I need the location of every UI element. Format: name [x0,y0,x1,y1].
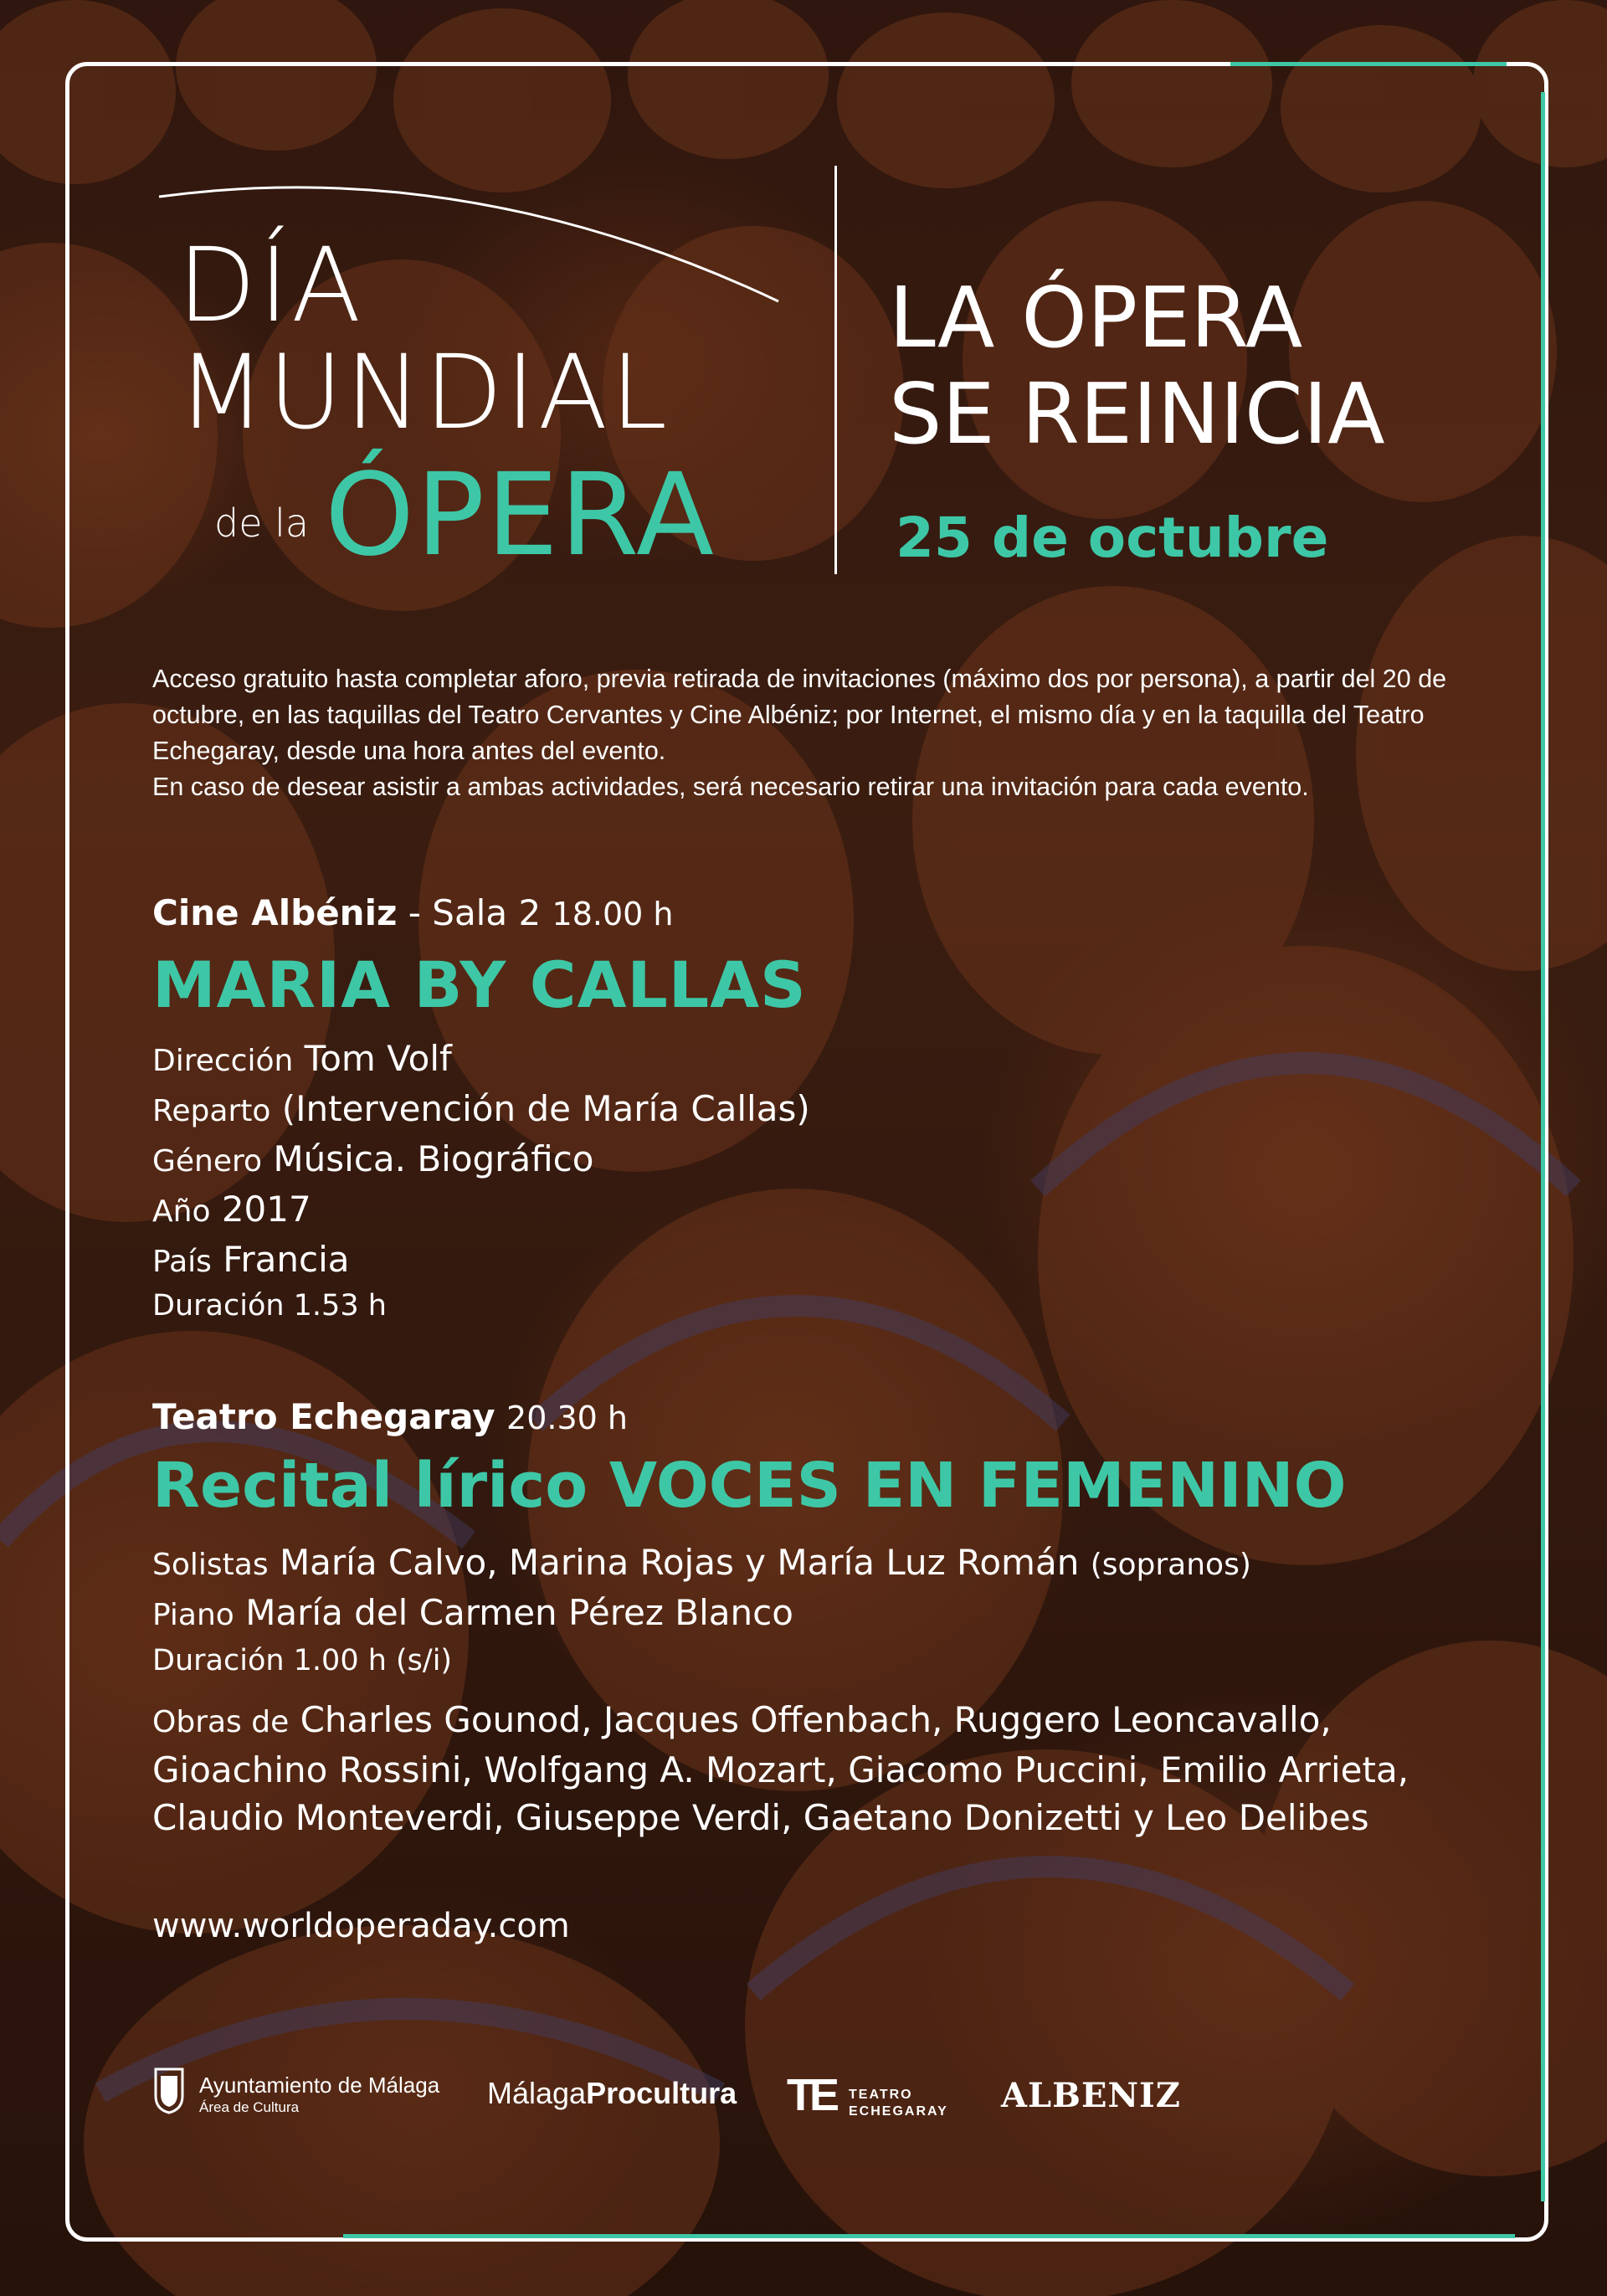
pais-value: Francia [223,1239,350,1280]
event2-venue-line [152,1396,628,1437]
malaga-procultura-logo [487,2076,737,2111]
access-info [152,661,1475,805]
genero-value: Música. Biográfico [273,1138,594,1179]
event1-venue: Cine Albéniz [152,892,398,933]
title-de-la: de la [214,501,310,546]
ayuntamiento-logo [152,2061,454,2119]
ayuntamiento-name: Ayuntamiento de Málaga [199,2073,440,2098]
procultura-word: Procultura [586,2076,737,2110]
obras-label: Obras de [152,1705,290,1739]
event1-time: 18.00 h [552,896,674,932]
title-opera: ÓPERA [325,449,716,582]
solistas-value: María Calvo, Marina Rojas y María Luz Román [279,1542,1080,1583]
teatro-word: TEATRO [849,2088,913,2102]
anio-value: 2017 [221,1189,311,1230]
event1-anio-row [152,1185,810,1235]
event2-venue: Teatro Echegaray [152,1396,495,1437]
event1-duration: Duración 1.53 h [152,1289,387,1323]
frame-accent [1230,62,1507,66]
event2-time: 20.30 h [506,1400,628,1436]
teatro-echegaray-logo [787,2069,954,2119]
event1-title: MARIA BY CALLAS [152,948,807,1022]
direccion-label: Dirección [152,1044,294,1078]
solistas-label: Solistas [152,1548,269,1582]
event1-details [152,1035,810,1286]
event2-piano-row [152,1589,1251,1639]
reparto-value: (Intervención de María Callas) [281,1088,810,1129]
event-date: 25 de octubre [896,506,1329,570]
albeniz-logo: ALBENIZ [1001,2076,1181,2115]
te-mark: TE [787,2070,835,2120]
event1-direccion-row [152,1035,810,1085]
frame-accent [343,2234,1515,2238]
solistas-note: (sopranos) [1090,1548,1251,1582]
event2-solistas-row [152,1538,1251,1589]
pais-label: País [152,1245,212,1279]
reparto-label: Reparto [152,1094,271,1128]
event1-genero-row [152,1135,810,1185]
header-divider [834,166,837,574]
headline-se-reinicia: SE REINICIA [889,365,1385,463]
title-mundial: MUNDIAL [177,333,670,452]
event1-venue-line [152,892,673,933]
website-link[interactable]: www.worldoperaday.com [152,1907,570,1945]
event1-reparto-row [152,1085,810,1135]
headline-la-opera: LA ÓPERA [889,269,1303,367]
ayuntamiento-subtitle: Área de Cultura [199,2099,300,2115]
piano-value: María del Carmen Pérez Blanco [245,1592,793,1633]
event1-room: - Sala 2 [408,892,542,933]
event2-works [152,1696,1458,1841]
title-dia: DÍA [177,226,364,345]
genero-label: Género [152,1144,263,1179]
access-info-note: En caso de desear asistir a ambas actividades, será necesario retirar una invitación para cada evento. [152,773,1309,801]
anio-label: Año [152,1194,211,1229]
event2-title: Recital lírico VOCES EN FEMENINO [152,1450,1347,1522]
access-info-paragraph: Acceso gratuito hasta completar aforo, previa retirada de invitaciones (máximo dos por persona), a partir del 20 de octubre, en las taquillas del Teatro Cervantes y Cine Albéniz; por Internet, el mismo día y en la taquilla del Teatro Echegaray, desde una hora antes del evento. [152,665,1447,765]
event2-details [152,1538,1251,1639]
event2-duration: Duración 1.00 h (s/i) [152,1644,453,1677]
shield-icon [152,2066,186,2114]
event1-pais-row [152,1235,810,1286]
piano-label: Piano [152,1598,234,1632]
malaga-word: Málaga [487,2076,587,2110]
frame-accent [1541,92,1545,2201]
direccion-value: Tom Volf [304,1038,452,1079]
echegaray-word: ECHEGARAY [849,2104,948,2119]
obras-value: Charles Gounod, Jacques Offenbach, Ruggero Leoncavallo, Gioachino Rossini, Wolfgang A. Mozart, Giacomo Puccini, Emilio Arrieta, Claudio Monteverdi, Giuseppe Verdi, Gaetano Donizetti y Leo Delibes [152,1699,1409,1838]
